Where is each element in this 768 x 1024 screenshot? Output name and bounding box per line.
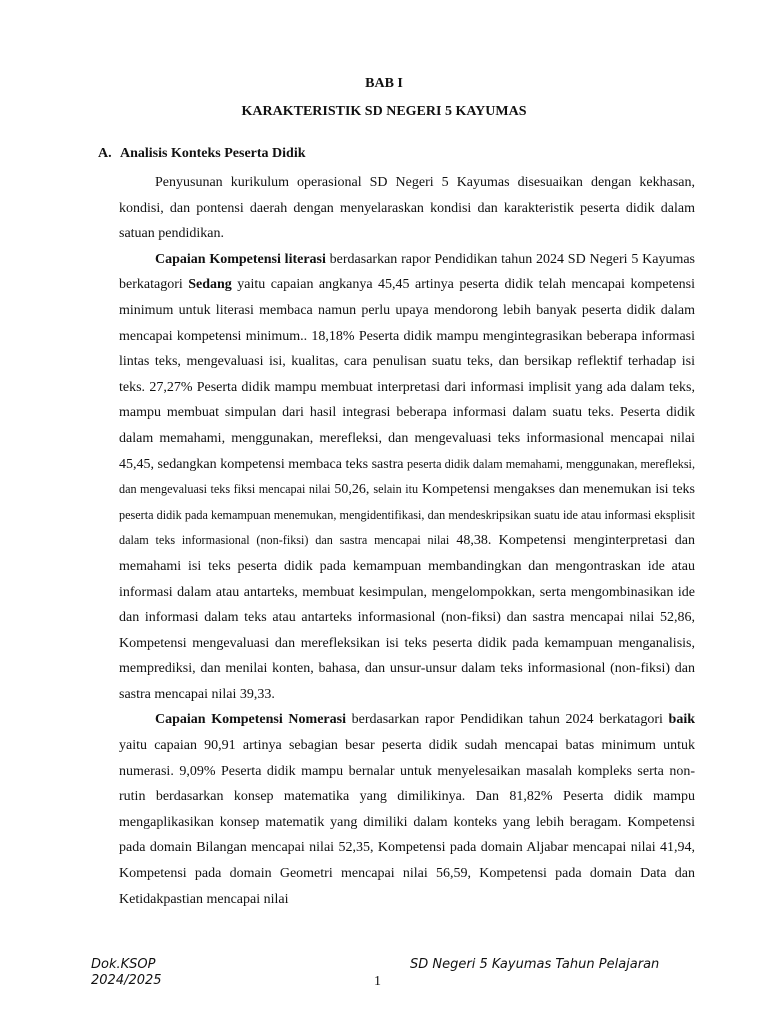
bold-text: Capaian Kompetensi Nomerasi [155, 712, 346, 728]
bold-text: baik [668, 712, 695, 728]
text-run: 48,38. Kompetensi menginterpretasi dan memahami isi teks peserta didik pada kemampuan membandingkan dan mengontraskan ide atau informasi dalam atau antarteks, membuat kesimpulan, mengelompokkan, serta mengombinasikan ide dan informasi dalam teks atau antarteks informasional (non-fiksi) dan sastra mencapai nilai 52,86, Kompetensi mengevaluasi dan merefleksikan isi teks peserta didik pada kemampuan menganalisis, memprediksi, dan menilai konten, bahasa, dan unsur-unsur dalam teks informasional (non-fiksi) dan sastra mencapai nilai 39,33. [119, 533, 695, 702]
bold-text: Capaian Kompetensi literasi [155, 251, 326, 267]
paragraph-intro: Penyusunan kurikulum operasional SD Negeri 5 Kayumas disesuaikan dengan kekhasan, kondisi, dan pontensi daerah dengan menyelaraskan kondisi dan karakteristik peserta didik dalam satuan pendidikan. [119, 175, 695, 242]
chapter-heading: BAB I [365, 76, 403, 91]
section-title: Analisis Konteks Peserta Didik [120, 146, 306, 161]
text-run: yaitu capaian 90,91 artinya sebagian besar peserta didik sudah mencapai batas minimum untuk numerasi. 9,09% Peserta didik mampu bernalar untuk menyelesaikan masalah kompleks serta non-rutin berdasarkan konsep matematika yang dimilikinya. Dan 81,82% Peserta didik mampu mengaplikasikan konsep matematik yang dimiliki dalam konteks yang lebih beragam. Kompetensi pada domain Bilangan mencapai nilai 52,35, Kompetensi pada domain Aljabar mencapai nilai 41,94, Kompetensi pada domain Geometri mencapai nilai 56,59, Kompetensi pada domain Data dan Ketidakpastian mencapai nilai [119, 738, 695, 907]
paragraph-numerasi [119, 707, 695, 912]
section-label: A. [98, 146, 112, 161]
section-heading [98, 146, 306, 162]
text-run: berdasarkan rapor Pendidikan tahun 2024 berkatagori [345, 712, 669, 728]
small-text-run: peserta didik pada kemampuan menemukan, mengidentifikasi, dan mendeskripsikan suatu ide atau informasi eksplisit dalam teks informasional (non-fiksi) dan sastra mencapai nilai [119, 507, 695, 548]
bold-text: Sedang [188, 277, 232, 293]
paragraph-literasi [119, 247, 695, 708]
chapter-title: KARAKTERISTIK SD NEGERI 5 KAYUMAS [241, 104, 527, 119]
text-run: 50,26, [330, 482, 374, 498]
footer-school-year: SD Negeri 5 Kayumas Tahun Pelajaran [410, 957, 660, 972]
small-text-run: peserta didik dalam memahami, menggunakan, merefleksi, dan mengevaluasi teks fiksi mencapai nilai [119, 456, 695, 497]
page-number: 1 [374, 974, 381, 989]
small-text-run: selain itu [373, 482, 419, 497]
text-run: berdasarkan rapor Pendidikan tahun 2024 SD Negeri 5 Kayumas berkatagori [119, 251, 695, 293]
text-run: yaitu capaian angkanya 45,45 artinya peserta didik telah mencapai kompetensi minimum untuk literasi membaca namun perlu upaya mendorong lebih banyak peserta didik dalam mencapai kompetensi minimum.. 18,18% Peserta didik mampu mengintegrasikan beberapa informasi lintas teks, mengevaluasi isi, kualitas, cara penulisan suatu teks, dan bersikap reflektif terhadap isi teks. 27,27% Peserta didik mampu membuat interpretasi dari informasi implisit yang ada dalam teks, mampu membuat simpulan dari hasil integrasi beberapa informasi dalam suatu teks. Peserta didik dalam memahami, menggunakan, merefleksi, dan mengevaluasi teks informasional mencapai nilai 45,45, sedangkan kompetensi membaca teks sastra [119, 277, 695, 472]
text-run: Kompetensi mengakses dan menemukan isi teks [418, 482, 695, 498]
body-text [119, 170, 695, 912]
footer-doc-code: Dok.KSOP 2024/2025 [91, 957, 162, 988]
